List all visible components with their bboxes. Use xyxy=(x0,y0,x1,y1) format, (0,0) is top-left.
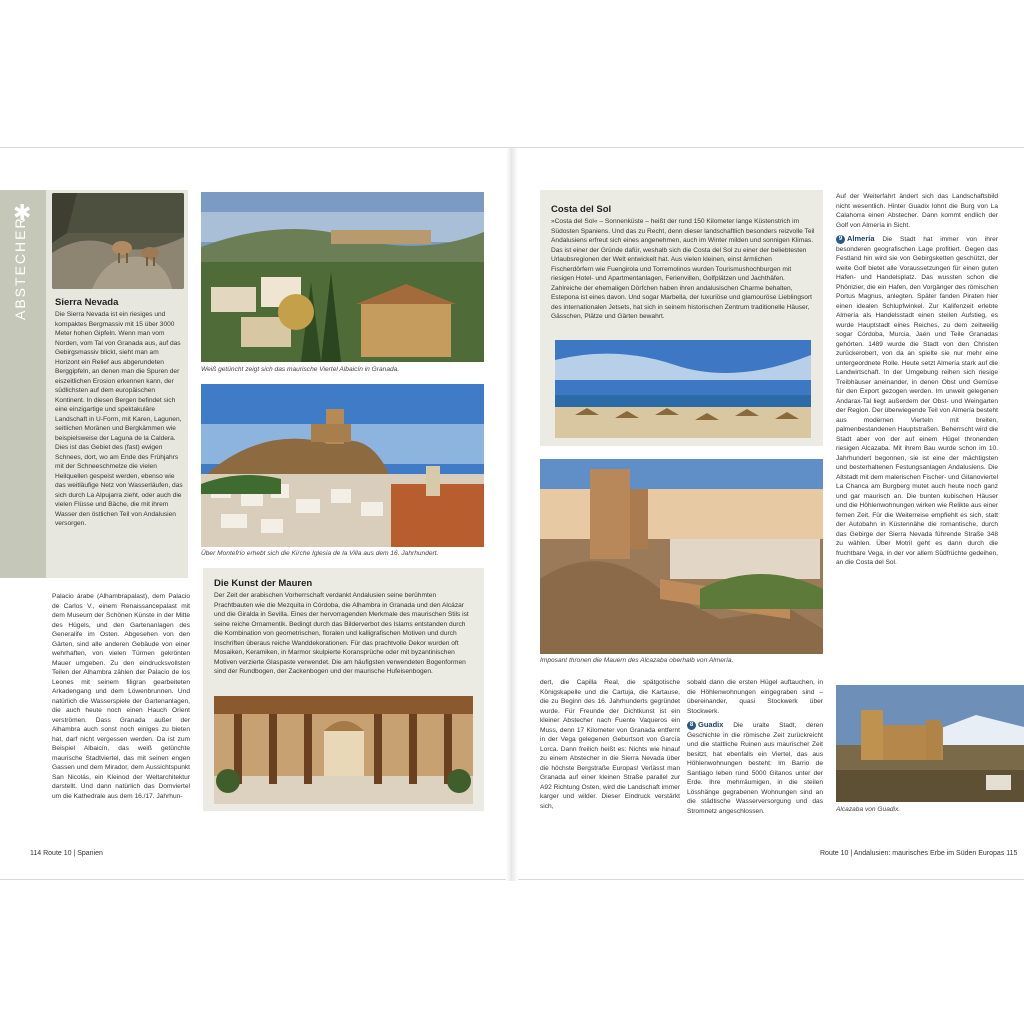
kunst-der-mauren-box xyxy=(203,568,484,811)
asterisk-icon: ✱ xyxy=(13,200,32,225)
albaicin-photo xyxy=(201,192,484,362)
ibex-photo xyxy=(52,193,184,289)
right-column-text xyxy=(836,192,998,568)
almeria-text: Die Stadt hat immer von ihrer besonderen geografischen Lage profitiert. Gegen das Festland hin wird sie von Gebirgsketten geschützt, der weite Golf bietet alle Voraussetzungen für einen guten Hafen- und Handelsplatz. Das wussten schon die Phönizier, die ein Hafen, den Vorgänger des römischen Portus Magnus, anlegten. Später fanden Piraten hier einen idealen Schlupfwinkel. Zur Kalifenzeit erlebte Almería als Handelsstadt einen steilen Aufstieg, es wurde Hauptstadt eines Reiches, zu dem zeitweilig sogar Córdoba, Murcia, Jaén und Teile Granadas gehörten. 1489 wurde die Stadt von den Christen zurückerobert, von da an spielte sie nur mehr eine untergeordnete Rolle. Heute setzt Almería stark auf die Landwirtschaft. In der Umgebung reihen sich riesige Treibhäuser aneinander, in denen Obst und Gemüse für den Export gezogen werden. Im unweit gelegenen Andarax-Tal liegt außerdem der Obst- und Weingarten der Region. Der überwiegende Teil von Almería besteht aus modernen Vierteln mit breiten, palmenbestandenen Hauptstraßen. Beherrscht wird die Stadt aber von der auf einem Hügel thronenden riesigen Alcazaba. Mit ihrem Bau wurde schon im 10. Jahrhundert begonnen, sie ist eine der mächtigsten und besterhaltenen Festungsanlagen Andalusiens. Die Altstadt mit dem malerischen Fischer- und Gitanoviertel La Chanca am Burgberg mutet auch heute noch ganz und gar maurisch an. Die bunten kubischen Häuser und die Höhlenwohnungen wirken wie Relikte aus einer fernen Zeit. Für die Weiterreise empfiehlt es sich, statt der Autobahn in Küstennähe die romantische, durch das Gebirge der Sierra Nevada führende Straße 348 zu wählen. Über Motril geht es dann durch die fruchtbare Vega, in der vor allem Südfrüchte gedeihen, an die Costa del Sol. xyxy=(836,236,999,566)
beach-photo xyxy=(555,340,811,438)
left-body-text: Palacio árabe (Alhambrapalast), dem Palacio de Carlos V., einem Renaissancepalast mit dem Museum der Schönen Künste in der Mitte des Hügels, und den Gartenanlagen des Generalife im Osten. Abgesehen von den Gärten, sind alle anderen Gebäude von einer wehrhaften, von vielen Türmen gekrönten Mauer umgeben. Zu den eindrucksvollsten Teilen der Alhambra zählen der Palacio de los Leones mit seinem filigran gearbeiteten Arkadengang und dem Löwenbrunnen. Und natürlich die Wasserspiele der Gartenanlagen, die auch heute noch einen Hauch Orient verströmen. Dass Granada außer der Alhambra auch sonst noch einiges zu bieten hat, darf nicht vergessen werden. Da ist zum Beispiel Albaicín, das weiß getünchte maurische Stadtviertel, das mit seinen engen Gassen und dem Mirador, dem Aussichtspunkt San Nicolás, ein Kleinod der Weltarchitektur darstellt. Und dann natürlich das Domviertel um die Kathedrale aus dem 16./17. Jahrhun- xyxy=(52,593,190,800)
location-pin-icon: 9 xyxy=(836,235,845,244)
sierra-title: Sierra Nevada xyxy=(55,297,119,308)
right-column-intro: Auf der Weiterfahrt ändert sich das Landschaftsbild nicht wesentlich. Hinter Guadix lohnt die Burg von La Calahorra einen Abstecher. Dann kommt endlich der Golf von Almería in Sicht. xyxy=(836,193,998,229)
guadix-alcazaba-photo xyxy=(836,685,1024,802)
kunst-title: Die Kunst der Mauren xyxy=(214,578,313,589)
albaicin-caption: Weiß getüncht zeigt sich das maurische Viertel Albaicín in Granada. xyxy=(201,366,400,373)
guadix-caption: Alcazaba von Guadix. xyxy=(836,806,901,813)
abstecher-side-label xyxy=(0,190,46,578)
alhambra-courtyard-photo xyxy=(214,696,473,804)
guadix-label: Guadix xyxy=(698,720,724,729)
right-footer: Route 10 | Andalusien: maurisches Erbe im Süden Europas 115 xyxy=(820,850,1018,857)
location-pin-icon: 8 xyxy=(687,721,696,730)
kunst-text: Der Zeit der arabischen Vorherrschaft verdankt Andalusien seine berühmten Prachtbauten wie die Mezquita in Córdoba, die Alhambra in Granada und den Alcázar und die Giralda in Sevilla. Eines der hervorragenden Merkmale des maurischen Stils ist seine reiche Ornamentik. Bedingt durch das Bilderverbot des Islams entstanden durch die Kombination von geometrischen, floralen und kalligrafischen Motiven und durch Inschriften überaus reiche Wanddekorationen. Für das prachtvolle Dekor wurden oft Mosaiken, Keramiken, in Marmor skulpierte Koransprüche oder mit byzantinischen Motiven verzierte Glaspaste verwendet. Die am häufigsten verwendeten Bogenformen sind der Rundbogen, der Zackenbogen und der maurische Hufeisenbogen. xyxy=(214,592,469,675)
right-page xyxy=(512,148,1024,881)
costa-del-sol-box xyxy=(540,190,823,446)
side-label-text: ABSTECHER xyxy=(12,216,28,320)
middle-column-text: dert, die Capilla Real, die spätgotische Königskapelle und die Cartuja, die Kartause, die zu Beginn des 16. Jahrhunderts gegründet wurde. Für Freunde der Dichtkunst ist ein kleiner Abstecher nach Fuente Vaqueros ein Muss, denn 17 Kilometer von Granada entfernt in der Vega gelegenen Geburtsort von García Lorca. Dann freilich heißt es: Nichts wie hinauf zu einem Abstecher in die Sierra Nevada über die höchste Bergstraße Europas! Verlässt man Granada auf einer kleinen Straße parallel zur A92 Richtung Osten, wird die Landschaft immer karger und wilder. Dieser Eindruck verstärkt sich, xyxy=(540,679,680,810)
sierra-nevada-box xyxy=(46,190,188,578)
left-page xyxy=(0,148,512,881)
sierra-text: Die Sierra Nevada ist ein riesiges und kompaktes Bergmassiv mit 15 über 3000 Meter hohen Gipfeln. Wenn man vom Norden, vom Tal von Granada aus, auf das Gebirgsmassiv blickt, sieht man am Horizont ein Relief aus abgerundeten Berggipfeln, an denen man die Spuren der eiszeitlichen Erosion erkennen kann, der südlichsten auf dem europäischen Kontinent. In diesen Bergen befindet sich eine einzigartige und spektakuläre Landschaft in U-Form, mit Karen, Lagunen, seitlichen Moränen und Bergkämmen wie beispielsweise der Laguna de la Caldera. Dies ist das Gebiet des (fast) ewigen Schnees, dort, wo am Ende des Frühjahrs mit der Schneeschmelze die vielen Heilquellen gespeist werden, ebenso wie das weitläufige Netz von Wasserläufen, das sich durch La Alpujarra zieht, oder auch die vielen Flüsse und Bäche, die mit ihrem Wasser den östlichen Teil von Andalusien versorgen. xyxy=(55,311,183,527)
montefrio-photo xyxy=(201,384,484,547)
almeria-label: Almería xyxy=(847,234,875,243)
book-spread xyxy=(0,147,1024,880)
left-footer: 114 Route 10 | Spanien xyxy=(30,850,103,857)
guadix-intro: sobald dann die ersten Hügel auftauchen, in die Höhlenwohnungen eingegraben sind – übereinander, quasi Stockwerk über Stockwerk. xyxy=(687,679,823,715)
guadix-text: Die uralte Stadt, deren Geschichte in die römische Zeit zurückreicht und die stattliche Ruinen aus maurischer Zeit besitzt, hat ebenfalls ein Viertel, das aus Höhlenwohnungen besteht: Im Barrio de Santiago leben rund 5000 Gitanos unter der Erde. Ihre mehrräumigen, in die steilen Lösshänge gegrabenen Wohnungen sind an die städtische Wasserversorgung und das Stromnetz angeschlossen. xyxy=(687,722,823,815)
alcazaba-almeria-photo xyxy=(540,459,823,654)
guadix-column xyxy=(687,678,823,816)
costa-title: Costa del Sol xyxy=(551,204,612,215)
costa-text: »Costa del Sol« – Sonnenküste – heißt der rund 150 Kilometer lange Küstenstrich im Südosten Spaniens. Und das zu Recht, denn dieser landschaftlich besonders reizvolle Teil Andalusiens erfreut sich eines angenehmen, auch im Winter milden und sonnigen Klimas. Das ist einer der Gründe dafür, weshalb sich die Costa del Sol zu einer der beliebtesten Urlaubsregionen der Welt entwickelt hat. Aus vielen kleinen, einst ärmlichen Fischerdörfern wie Fuengirola und Torremolinos wurden Tourismushochburgen mit riesigen Hotel- und Apartmentanlagen, Ferienvillen, Golfplätzen und Jachthäfen. Zahlreiche der ehemaligen Dörfchen haben ihren andalusischen Charme behalten, Estepona ist eines davon. Und sogar Marbella, der luxuriöse und glamouröse Lieblingsort des internationalen Jetsets, hat sich in seinem historischen Zentrum traditionelle Häuser, Gässchen, Plätze und Gärten bewahrt. xyxy=(551,218,815,320)
montefrio-caption: Über Montefrío erhebt sich die Kirche Iglesia de la Villa aus dem 16. Jahrhundert. xyxy=(201,550,439,557)
alcazaba-caption: Imposant thronen die Mauern des Alcazaba oberhalb von Almería. xyxy=(540,657,734,664)
